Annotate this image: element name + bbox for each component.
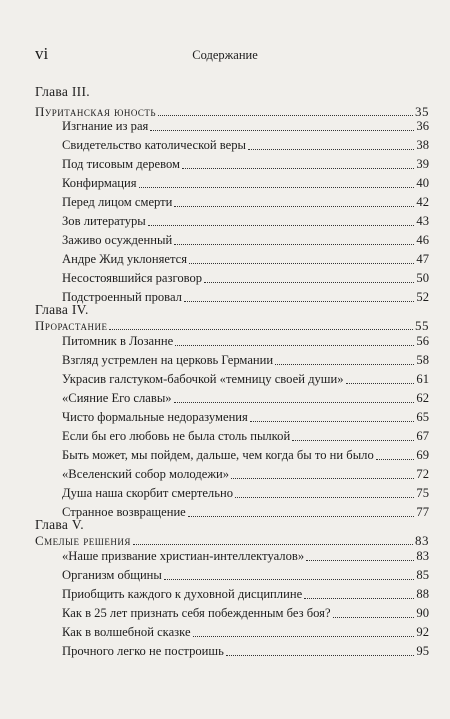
dot-leader bbox=[231, 466, 414, 479]
toc-entry-title: «Сияние Его славы» bbox=[62, 391, 172, 405]
toc-page-number: 85 bbox=[416, 568, 429, 582]
toc-page-number: 43 bbox=[416, 214, 429, 228]
dot-leader bbox=[248, 137, 414, 150]
toc-entry[interactable] bbox=[62, 428, 429, 445]
toc-entry-title: Перед лицом смерти bbox=[62, 195, 173, 209]
dot-leader bbox=[148, 213, 415, 226]
toc-page-number: 39 bbox=[416, 157, 429, 171]
toc-entry[interactable] bbox=[62, 586, 429, 603]
toc-entry-title: Заживо осужденный bbox=[62, 233, 173, 247]
toc-entry[interactable] bbox=[62, 548, 429, 565]
toc-entry-title: Странное возвращение bbox=[62, 505, 186, 519]
toc-entry[interactable] bbox=[62, 232, 429, 249]
toc-page-number: 52 bbox=[416, 290, 429, 304]
toc-page-number: 75 bbox=[416, 486, 429, 500]
toc-entry[interactable] bbox=[62, 352, 429, 369]
toc-part-title: Смелые решения bbox=[35, 533, 131, 548]
toc-page-number: 90 bbox=[416, 606, 429, 620]
toc-entry-title: Взгляд устремлен на церковь Германии bbox=[62, 353, 274, 367]
dot-leader bbox=[174, 194, 414, 207]
dot-leader bbox=[346, 371, 415, 384]
dot-leader bbox=[188, 504, 415, 517]
toc-entry[interactable] bbox=[62, 643, 429, 660]
toc-page-number: 40 bbox=[416, 176, 429, 190]
toc-page-number: 92 bbox=[416, 625, 429, 639]
toc-page-number: 95 bbox=[416, 644, 429, 658]
dot-leader bbox=[304, 586, 414, 599]
toc-entry-title: Как в 25 лет признать себя побежденным без боя? bbox=[62, 606, 331, 620]
toc-page-number: 62 bbox=[416, 391, 429, 405]
toc-entry[interactable] bbox=[62, 390, 429, 407]
dot-leader bbox=[139, 175, 415, 188]
dot-leader bbox=[376, 447, 415, 460]
toc-page-number: 72 bbox=[416, 467, 429, 481]
toc-page-number: 55 bbox=[415, 318, 429, 333]
toc-entry[interactable] bbox=[62, 270, 429, 287]
toc-page-number: 69 bbox=[416, 448, 429, 462]
toc-entry[interactable] bbox=[62, 409, 429, 426]
dot-leader bbox=[189, 251, 414, 264]
dot-leader bbox=[250, 409, 415, 422]
toc-entry-title: Чисто формальные недоразумения bbox=[62, 410, 248, 424]
toc-page-number: 77 bbox=[416, 505, 429, 519]
toc-page-number: 58 bbox=[416, 353, 429, 367]
toc-entry[interactable] bbox=[62, 485, 429, 502]
toc-entry-title: Изгнание из рая bbox=[62, 119, 149, 133]
toc-page-number: 50 bbox=[416, 271, 429, 285]
dot-leader bbox=[226, 643, 415, 656]
toc-page-number: 83 bbox=[415, 533, 429, 548]
dot-leader bbox=[184, 289, 414, 302]
toc-entry-title: Несостоявшийся разговор bbox=[62, 271, 203, 285]
toc-part-title: Пуританская юность bbox=[35, 104, 157, 119]
toc-entry[interactable] bbox=[62, 194, 429, 211]
dot-leader bbox=[174, 232, 414, 245]
toc-entry[interactable] bbox=[62, 213, 429, 230]
toc-entry-title: Душа наша скорбит смертельно bbox=[62, 486, 233, 500]
toc-entry-title: Как в волшебной сказке bbox=[62, 625, 191, 639]
dot-leader bbox=[292, 428, 414, 441]
toc-entry-title: Быть может, мы пойдем, дальше, чем когда бы то ни было bbox=[62, 448, 374, 462]
page-header bbox=[35, 44, 415, 64]
toc-entry-title: Организм общины bbox=[62, 568, 162, 582]
toc-entry-title: Свидетельство католической веры bbox=[62, 138, 246, 152]
dot-leader bbox=[204, 270, 414, 283]
dot-leader bbox=[150, 118, 414, 131]
toc-entry-title: Андре Жид уклоняется bbox=[62, 252, 188, 266]
toc-part-entry[interactable] bbox=[35, 317, 429, 334]
toc-page-number: 65 bbox=[416, 410, 429, 424]
toc-entry[interactable] bbox=[62, 137, 429, 154]
toc-entry-title: Под тисовым деревом bbox=[62, 157, 181, 171]
toc-entry[interactable] bbox=[62, 289, 429, 306]
toc-entry-title: Если бы его любовь не была столь пылкой bbox=[62, 429, 291, 443]
toc-page-number: 47 bbox=[416, 252, 429, 266]
dot-leader bbox=[158, 103, 413, 116]
toc-entry[interactable] bbox=[62, 371, 429, 388]
page-number-roman: vi bbox=[35, 44, 49, 63]
toc-entry-title: Подстроенный провал bbox=[62, 290, 182, 304]
toc-entry[interactable] bbox=[62, 466, 429, 483]
toc-entry-title: Конфирмация bbox=[62, 176, 137, 190]
dot-leader bbox=[174, 390, 415, 403]
toc-page-number: 88 bbox=[416, 587, 429, 601]
toc-entry[interactable] bbox=[62, 624, 429, 641]
toc-entry[interactable] bbox=[62, 175, 429, 192]
toc-page-number: 83 bbox=[416, 549, 429, 563]
dot-leader bbox=[182, 156, 414, 169]
toc-entry[interactable] bbox=[62, 447, 429, 464]
toc-page-number: 46 bbox=[416, 233, 429, 247]
dot-leader bbox=[109, 317, 413, 330]
dot-leader bbox=[333, 605, 415, 618]
toc-entry-title: Питомник в Лозанне bbox=[62, 334, 174, 348]
toc-page-number: 36 bbox=[416, 119, 429, 133]
toc-entry-title: «Вселенский собор молодежи» bbox=[62, 467, 230, 481]
toc-entry[interactable] bbox=[62, 605, 429, 622]
toc-entry[interactable] bbox=[62, 156, 429, 173]
toc-entry[interactable] bbox=[62, 504, 429, 521]
toc-page-number: 42 bbox=[416, 195, 429, 209]
toc-page-number: 56 bbox=[416, 334, 429, 348]
dot-leader bbox=[306, 548, 414, 561]
toc-entry-title: Украсив галстуком-бабочкой «темницу своей души» bbox=[62, 372, 344, 386]
chapter-heading: Глава III. bbox=[35, 84, 90, 99]
chapter-heading: Глава V. bbox=[35, 517, 84, 532]
toc-entry-title: Прочного легко не построишь bbox=[62, 644, 224, 658]
dot-leader bbox=[164, 567, 415, 580]
toc-entry[interactable] bbox=[62, 333, 429, 350]
toc-page-number: 35 bbox=[415, 104, 429, 119]
toc-entry[interactable] bbox=[62, 567, 429, 584]
dot-leader bbox=[275, 352, 414, 365]
toc-entry-title: «Наше призвание христиан-интеллектуалов» bbox=[62, 549, 305, 563]
toc-page-number: 38 bbox=[416, 138, 429, 152]
toc-page-number: 61 bbox=[416, 372, 429, 386]
dot-leader bbox=[175, 333, 414, 346]
toc-part-title: Прорастание bbox=[35, 318, 108, 333]
toc-entry-title: Приобщить каждого к духовной дисциплине bbox=[62, 587, 303, 601]
dot-leader bbox=[133, 532, 413, 545]
dot-leader bbox=[193, 624, 415, 637]
toc-entry[interactable] bbox=[62, 251, 429, 268]
dot-leader bbox=[235, 485, 414, 498]
toc-entry-title: Зов литературы bbox=[62, 214, 146, 228]
running-head: Содержание bbox=[192, 48, 258, 62]
toc-part-entry[interactable] bbox=[35, 532, 429, 549]
chapter-heading: Глава IV. bbox=[35, 302, 89, 317]
toc-page-number: 67 bbox=[416, 429, 429, 443]
toc-entry[interactable] bbox=[62, 118, 429, 135]
